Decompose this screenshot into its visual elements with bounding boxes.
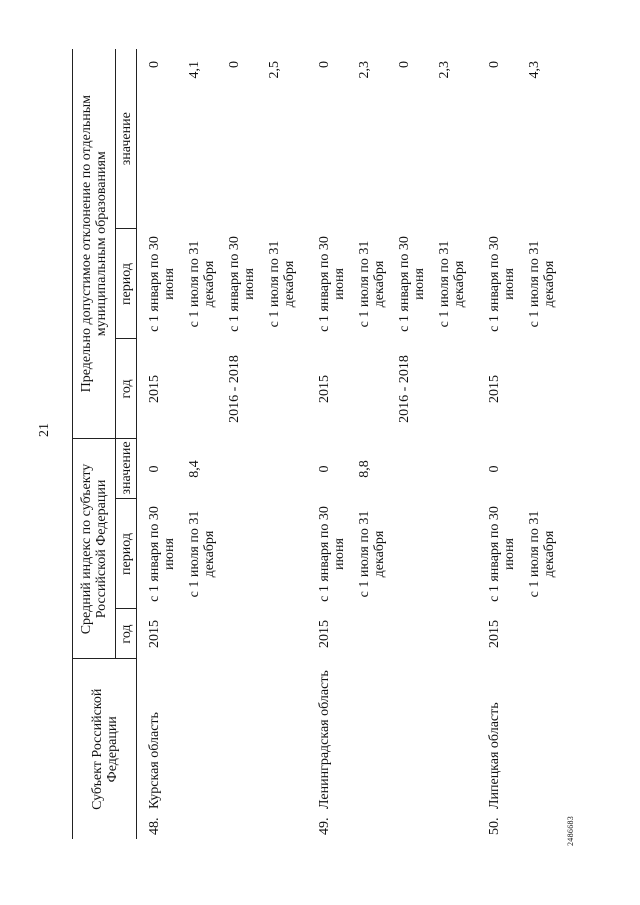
period2-cell: с 1 июля по 31 декабря bbox=[267, 240, 297, 328]
value-cell: 8,4 bbox=[187, 460, 202, 478]
year2-cell: 2015 bbox=[147, 374, 162, 403]
year2-cell: 2016 - 2018 bbox=[227, 355, 242, 423]
period-cell: с 1 июля по 31 декабря bbox=[527, 510, 557, 598]
year2-cell bbox=[437, 339, 477, 439]
table-row bbox=[227, 49, 267, 839]
value-cell: 0 bbox=[147, 465, 162, 473]
table-row bbox=[437, 49, 477, 839]
period2-cell: с 1 июля по 31 декабря bbox=[357, 240, 387, 328]
document-stamp: 2486683 bbox=[566, 815, 575, 846]
row-number: 49. bbox=[317, 817, 332, 835]
value-cell: 8,8 bbox=[357, 460, 372, 478]
period-cell: с 1 января по 30 июня bbox=[147, 506, 177, 602]
table-row bbox=[527, 49, 567, 839]
header-period2: период bbox=[116, 229, 137, 339]
value-cell bbox=[227, 439, 267, 499]
value2-cell: 0 bbox=[487, 60, 502, 68]
table-row bbox=[307, 49, 357, 839]
year-cell: 2015 bbox=[147, 620, 162, 648]
year2-cell bbox=[527, 339, 567, 439]
year-cell bbox=[437, 609, 477, 659]
year-cell bbox=[397, 609, 437, 659]
year-cell bbox=[357, 609, 397, 659]
period2-cell: с 1 июля по 31 декабря bbox=[437, 240, 467, 328]
period2-cell: с 1 января по 30 июня bbox=[487, 236, 517, 332]
year2-cell bbox=[267, 339, 307, 439]
period2-cell: с 1 января по 30 июня bbox=[227, 236, 257, 332]
period2-cell: с 1 января по 30 июня bbox=[397, 236, 427, 332]
year2-cell: 2016 - 2018 bbox=[397, 355, 412, 423]
period-cell bbox=[437, 499, 477, 609]
tariff-table bbox=[72, 49, 567, 839]
year-cell bbox=[187, 609, 227, 659]
period-cell: с 1 января по 30 июня bbox=[317, 506, 347, 602]
value2-cell: 0 bbox=[317, 60, 332, 68]
value2-cell: 4,3 bbox=[527, 60, 542, 79]
table-row bbox=[187, 49, 227, 839]
period-cell: с 1 января по 30 июня bbox=[487, 506, 517, 602]
value2-cell: 2,5 bbox=[267, 60, 282, 79]
value-cell bbox=[437, 439, 477, 499]
table-row bbox=[357, 49, 397, 839]
year-cell bbox=[267, 609, 307, 659]
year-cell: 2015 bbox=[487, 620, 502, 648]
period2-cell: с 1 июля по 31 декабря bbox=[527, 240, 557, 328]
value2-cell: 0 bbox=[227, 60, 242, 68]
header-value: значение bbox=[116, 439, 137, 499]
period-cell bbox=[267, 499, 307, 609]
header-year2: год bbox=[116, 339, 137, 439]
year-cell: 2015 bbox=[317, 620, 332, 648]
subject-name: Ленинградская область bbox=[317, 670, 332, 809]
value-cell bbox=[527, 439, 567, 499]
year2-cell: 2015 bbox=[317, 374, 332, 403]
year2-cell bbox=[187, 339, 227, 439]
period2-cell: с 1 января по 30 июня bbox=[317, 236, 347, 332]
period-cell: с 1 июля по 31 декабря bbox=[357, 510, 387, 598]
year2-cell bbox=[357, 339, 397, 439]
period2-cell: с 1 июля по 31 декабря bbox=[187, 240, 217, 328]
value2-cell: 0 bbox=[147, 60, 162, 68]
table-row bbox=[267, 49, 307, 839]
table-row bbox=[477, 49, 527, 839]
table-row bbox=[137, 49, 188, 839]
period-cell bbox=[227, 499, 267, 609]
page-number: 21 bbox=[37, 423, 52, 437]
period-cell: с 1 июля по 31 декабря bbox=[187, 510, 217, 598]
header-subject: Субъект Российской Федерации bbox=[73, 659, 137, 839]
value2-cell: 2,3 bbox=[437, 60, 452, 79]
value2-cell: 4,1 bbox=[187, 60, 202, 79]
value-cell bbox=[397, 439, 437, 499]
row-number: 48. bbox=[147, 817, 162, 835]
header-avg-index: Средний индекс по субъекту Российской Федерации bbox=[73, 439, 116, 659]
subject-name: Курская область bbox=[147, 712, 162, 809]
value2-cell: 0 bbox=[397, 60, 412, 68]
year-cell bbox=[227, 609, 267, 659]
value-cell: 0 bbox=[317, 465, 332, 473]
value-cell: 0 bbox=[487, 465, 502, 473]
value-cell bbox=[267, 439, 307, 499]
header-period: период bbox=[116, 499, 137, 609]
subject-name: Липецкая область bbox=[487, 702, 502, 809]
value2-cell: 2,3 bbox=[357, 60, 372, 79]
header-max-deviation: Предельно допустимое отклонение по отдельным муниципальным образованиям bbox=[73, 49, 116, 439]
header-value2: значение bbox=[116, 49, 137, 229]
row-number: 50. bbox=[487, 817, 502, 835]
period2-cell: с 1 января по 30 июня bbox=[147, 236, 177, 332]
period-cell bbox=[397, 499, 437, 609]
tariff-table-rotated bbox=[72, 49, 557, 839]
table-row bbox=[397, 49, 437, 839]
year-cell bbox=[527, 609, 567, 659]
year2-cell: 2015 bbox=[487, 374, 502, 403]
header-year: год bbox=[116, 609, 137, 659]
